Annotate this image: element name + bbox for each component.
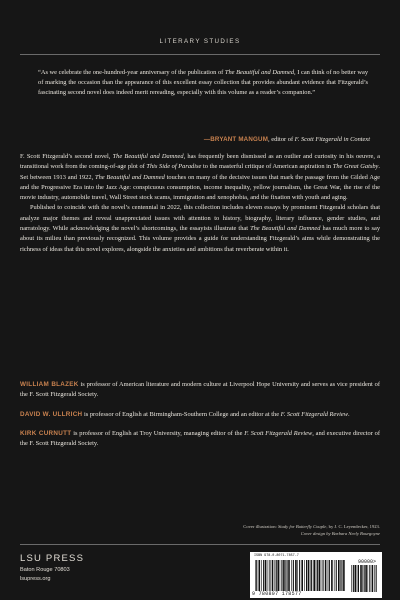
publisher-url: lsupress.org: [20, 575, 51, 582]
publisher-block: [20, 553, 84, 583]
barcode-bar: [265, 560, 267, 591]
barcode-bar: [369, 565, 370, 592]
barcode-bar: [325, 560, 327, 591]
isbn-label: ISBN 978-0-8071-7857-7: [254, 554, 299, 558]
barcode-bar: [268, 560, 269, 591]
barcode-bar: [295, 560, 297, 591]
barcode-bar: [343, 560, 345, 591]
barcode-bar: [353, 565, 354, 592]
price-code: 90000>: [357, 559, 376, 565]
barcode-bar: [311, 560, 312, 591]
publisher-city: Baton Rouge 70803: [20, 567, 70, 573]
barcode-bar: [323, 560, 324, 591]
barcode-bar: [321, 560, 322, 591]
top-divider: [20, 54, 380, 55]
barcode-bar: [364, 565, 365, 592]
barcode-bar: [365, 565, 367, 592]
barcode-bar: [358, 565, 359, 592]
barcode-bar: [329, 560, 330, 591]
barcode-bar: [299, 560, 300, 591]
isbn-barcode: [250, 552, 382, 598]
barcode-bar: [293, 560, 294, 591]
editor-name: WILLIAM BLAZEK: [20, 381, 79, 388]
barcode-bar: [341, 560, 342, 591]
endorsement-attribution: —BRYANT MANGUM, editor of F. Scott Fitzgerald in Context: [203, 136, 370, 143]
barcode-bar: [355, 565, 357, 592]
barcode-bar: [283, 560, 285, 591]
barcode-bar: [310, 560, 311, 591]
barcode-bar: [338, 560, 340, 591]
barcode-bar: [285, 560, 286, 591]
barcode-bar: [376, 565, 377, 592]
barcode-bar: [331, 560, 333, 591]
barcode-digits: 9 780807 178577: [252, 591, 302, 597]
barcode-bar: [261, 560, 262, 591]
barcode-bar: [340, 560, 341, 591]
book-description: [20, 152, 380, 255]
barcode-bar: [288, 560, 290, 591]
barcode-bar: [291, 560, 292, 591]
publisher-name: LSU PRESS: [20, 553, 85, 564]
barcode-bar: [287, 560, 288, 591]
description-paragraph-2: Published to coincide with the novel’s centennial in 2022, this collection includes eleven essays by prominent Fitzgerald scholars that analyze major themes and reveal unappreciated issues with attention to history, biography, literary influence, gender studies, and narratology. While acknowledging the novel’s shortcomings, the essayists illustrate that The Beautiful and Damned has much more to say about its milieu than previously recognized. This volume provides a guide for understanding Fitzgerald’s aims while demonstrating the richness of ideas that this novel explores, alongside the anxieties and ambitions that reverberate within it.: [20, 204, 381, 253]
barcode-bar: [308, 560, 310, 591]
editor-bio: DAVID W. ULLRICH is professor of English at Birmingham-Southern College and an editor at the F. Scott Fitzgerald Review.: [20, 410, 350, 418]
editor-bio: KIRK CURNUTT is professor of English at Troy University, managing editor of the F. Scott Fitzgerald Review, and executive director of the F. Scott Fitzgerald Society.: [20, 429, 380, 448]
barcode-bar: [304, 560, 305, 591]
barcode-bar: [301, 560, 303, 591]
barcode-bar: [334, 560, 335, 591]
barcode-bar: [272, 560, 274, 591]
design-credit: Cover design by Barbara Neely Bourgoyne: [300, 531, 380, 536]
editor-name: KIRK CURNUTT: [20, 429, 72, 437]
barcode-bar: [362, 565, 363, 592]
bottom-divider: [20, 544, 380, 545]
barcode-bar: [269, 560, 270, 591]
barcode-bar: [317, 560, 318, 591]
barcode-bar: [319, 560, 321, 591]
barcode-bar: [357, 565, 358, 592]
editor-bio: WILLIAM BLAZEK is professor of American literature and modern culture at Liverpool Hope University and serves as vice president of the F. Scott Fitzgerald Society.: [20, 381, 380, 399]
barcode-bar: [368, 565, 369, 592]
barcode-bar: [256, 560, 257, 591]
barcode-bar: [277, 560, 279, 591]
barcode-bar: [313, 560, 315, 591]
barcode-bar: [297, 560, 298, 591]
barcode-bar: [374, 565, 375, 592]
category-label: LITERARY STUDIES: [159, 38, 241, 45]
barcode-bar: [263, 560, 264, 591]
barcode-bar: [360, 565, 362, 592]
barcode-bar: [281, 560, 282, 591]
barcode-bar: [372, 565, 374, 592]
barcode-bar: [280, 560, 281, 591]
endorsement-quote: “As we celebrate the one-hundred-year anniversary of the publication of The Beautiful and Damned, I can think of no better way of marking the occasion than the appearance of this excellent essay collection that provides abundant evidence that Fitzgerald’s fascinating second novel does indeed merit rereading, especially with this volume as a reader’s companion.”: [38, 69, 369, 97]
price-barcode-bars: [350, 565, 378, 592]
barcode-bar: [328, 560, 329, 591]
editor-bios: [20, 380, 380, 458]
barcode-bar: [351, 565, 352, 592]
barcode-bar: [276, 560, 277, 591]
editor-name: DAVID W. ULLRICH: [20, 410, 83, 418]
barcode-bar: [306, 560, 307, 591]
barcode-bar: [336, 560, 337, 591]
barcode-bar: [316, 560, 317, 591]
barcode-bar: [255, 560, 256, 591]
barcode-bars: [254, 560, 346, 591]
illustration-credit: Cover illustration: Study for Butterfly Couple, by J. C. Leyendecker, 1923.: [243, 524, 380, 529]
endorser-name: BRYANT MANGUM: [210, 136, 269, 143]
cover-credits: [140, 523, 380, 537]
description-paragraph-1: F. Scott Fitzgerald’s second novel, The Beautiful and Damned, has frequently been dismissed as an outlier and curiosity in his oeuvre, a transitional work from the coming-of-age plot of This Side of Paradise to the masterful critique of American aspiration in The Great Gatsby. Set between 1913 and 1922, The Beautiful and Damned touches on many of the decisive issues that mark the passage from the Gilded Age and the Progressive Era into the Jazz Age: conspicuous consumption, income inequality, yellow journalism, the Great War, the rise of the movie industry, automobile travel, Wall Street stock scams, immigration and xenophobia, and the fixation with youth and aging.: [20, 153, 381, 202]
barcode-bar: [259, 560, 261, 591]
barcode-bar: [275, 560, 276, 591]
